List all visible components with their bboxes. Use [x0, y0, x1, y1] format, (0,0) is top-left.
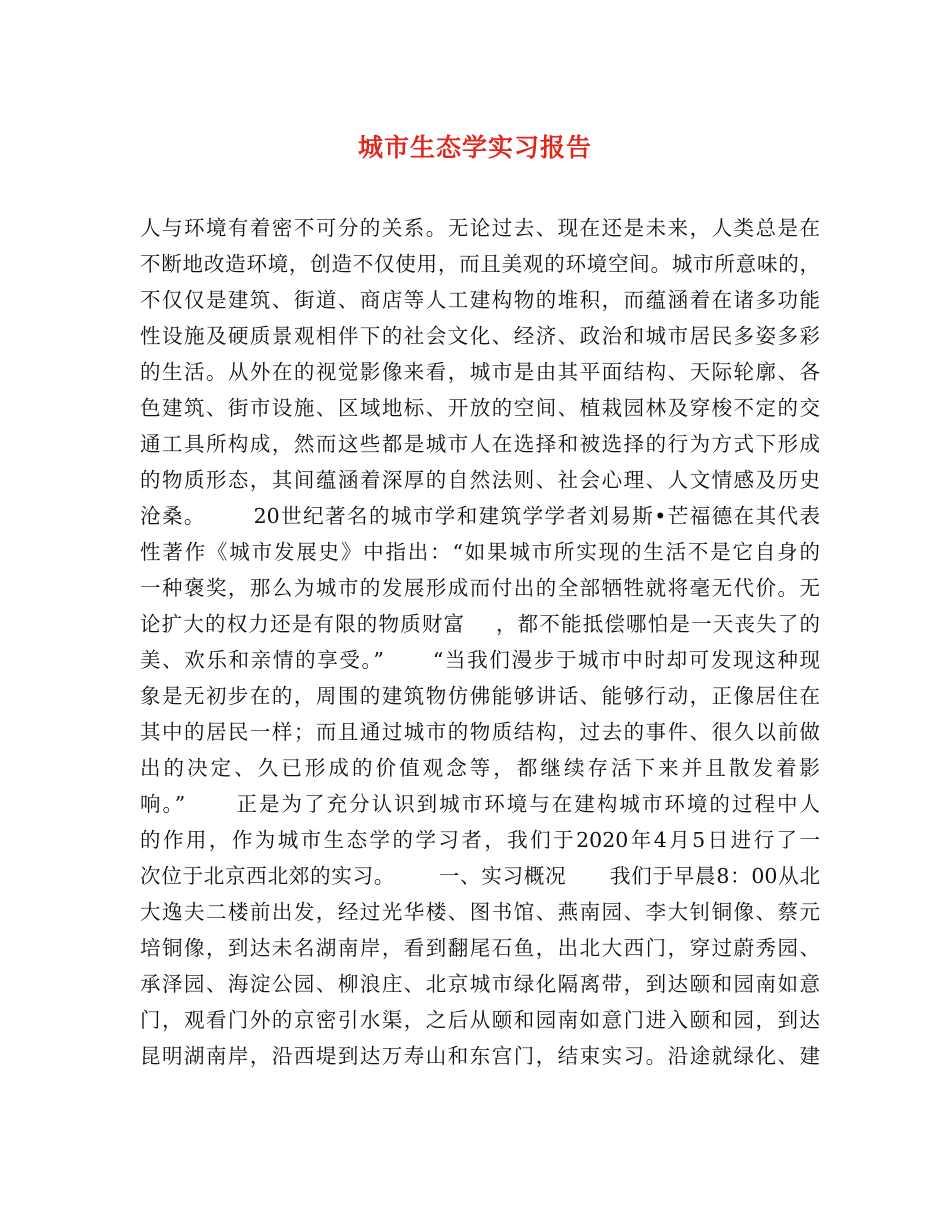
body-line: 响。” 正是为了充分认识到城市环境与在建构城市环境的过程中人 [140, 792, 820, 816]
document-body [140, 210, 820, 1074]
body-line: 沧桑。 20世纪著名的城市学和建筑学学者刘易斯•芒福德在其代表 [140, 504, 820, 528]
body-line: 昆明湖南岸，沿西堤到达万寿山和东宫门，结束实习。沿途就绿化、建 [140, 1044, 820, 1068]
body-line: 人与环境有着密不可分的关系。无论过去、现在还是未来，人类总是在 [140, 216, 820, 240]
body-line: 不仅仅是建筑、街道、商店等人工建构物的堆积，而蕴涵着在诸多功能 [140, 288, 820, 312]
body-line: 论扩大的权力还是有限的物质财富 ，都不能抵偿哪怕是一天丧失了的 [140, 612, 820, 636]
body-line: 通工具所构成，然而这些都是城市人在选择和被选择的行为方式下形成 [140, 432, 820, 456]
body-line: 次位于北京西北郊的实习。 一、实习概况 我们于早晨8：00从北 [140, 864, 820, 888]
body-line: 出的决定、久已形成的价值观念等，都继续存活下来并且散发着影 [140, 756, 820, 780]
document-title: 城市生态学实习报告 [357, 133, 592, 162]
body-line: 的生活。从外在的视觉影像来看，城市是由其平面结构、天际轮廓、各 [140, 360, 820, 384]
body-line: 象是无初步在的，周围的建筑物仿佛能够讲话、能够行动，正像居住在 [140, 684, 820, 708]
body-line: 色建筑、街市设施、区域地标、开放的空间、植栽园林及穿梭不定的交 [140, 396, 820, 420]
body-line: 美、欢乐和亲情的享受。” “当我们漫步于城市中时却可发现这种现 [140, 648, 820, 672]
body-line: 其中的居民一样；而且通过城市的物质结构，过去的事件、很久以前做 [140, 720, 820, 744]
body-line: 不断地改造环境，创造不仅使用，而且美观的环境空间。城市所意味的， [140, 252, 820, 276]
body-line: 的作用，作为城市生态学的学习者，我们于2020年4月5日进行了一 [140, 828, 820, 852]
body-line: 的物质形态，其间蕴涵着深厚的自然法则、社会心理、人文情感及历史 [140, 468, 820, 492]
body-line: 门，观看门外的京密引水渠，之后从颐和园南如意门进入颐和园，到达 [140, 1008, 820, 1032]
body-line: 性设施及硬质景观相伴下的社会文化、经济、政治和城市居民多姿多彩 [140, 324, 820, 348]
body-line: 承泽园、海淀公园、柳浪庄、北京城市绿化隔离带，到达颐和园南如意 [140, 972, 820, 996]
body-line: 培铜像，到达未名湖南岸，看到翻尾石鱼，出北大西门，穿过蔚秀园、 [140, 936, 820, 960]
body-line: 一种褒奖，那么为城市的发展形成而付出的全部牺牲就将毫无代价。无 [140, 576, 820, 600]
body-line: 大逸夫二楼前出发，经过光华楼、图书馆、燕南园、李大钊铜像、蔡元 [140, 900, 820, 924]
body-line: 性著作《城市发展史》中指出：“如果城市所实现的生活不是它自身的 [140, 540, 820, 564]
